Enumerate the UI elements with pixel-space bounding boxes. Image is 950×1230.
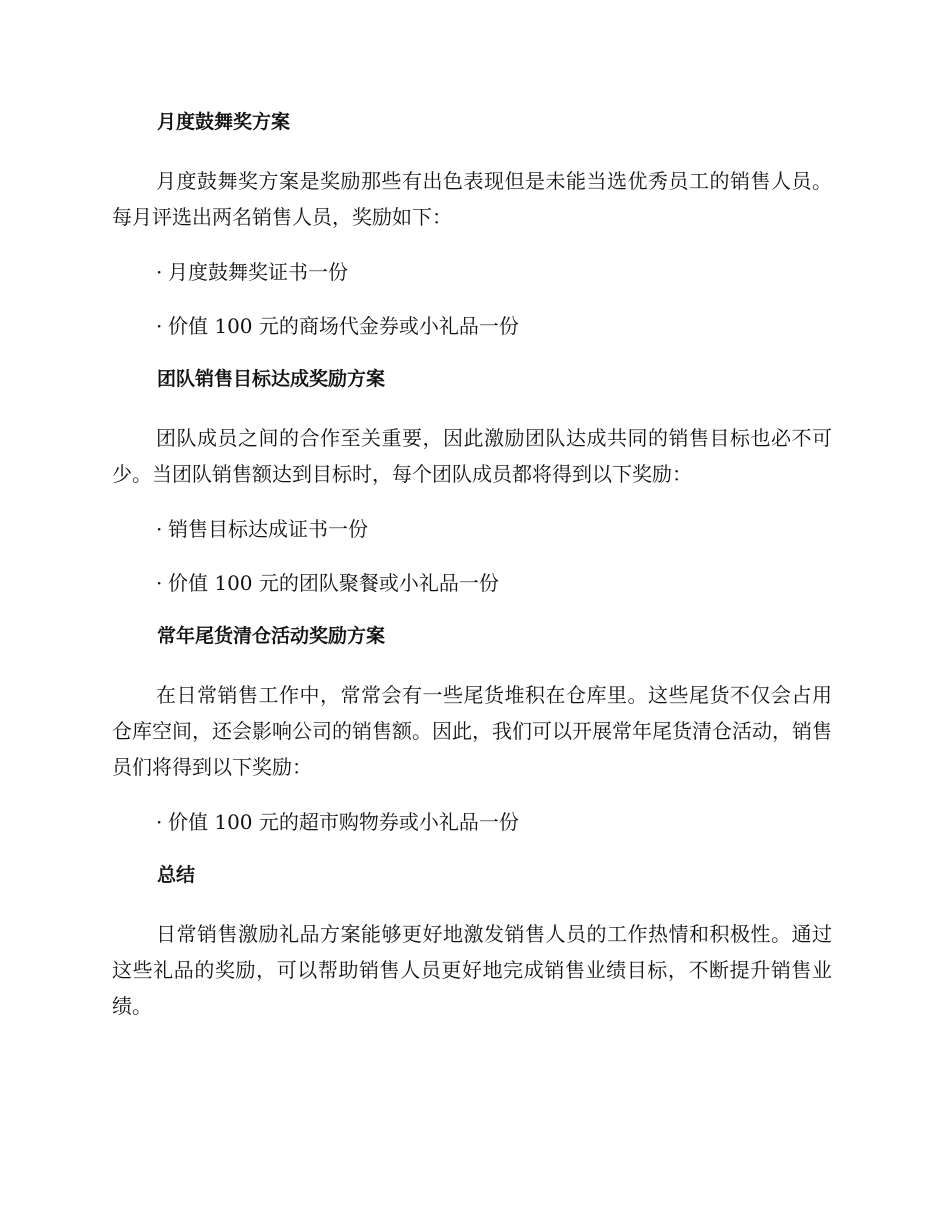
bullet-marker: · — [156, 571, 163, 595]
section-team-target — [112, 365, 832, 598]
section-clearance — [112, 622, 832, 837]
list-item: · 价值 100 元的团队聚餐或小礼品一份 — [112, 568, 832, 598]
section-summary — [112, 861, 832, 1024]
section-paragraph: 在日常销售工作中，常常会有一些尾货堆积在仓库里。这些尾货不仅会占用仓库空间，还会影响公司的销售额。因此，我们可以开展常年尾货清仓活动，销售员们将得到以下奖励： — [112, 683, 832, 779]
section-heading: 常年尾货清仓活动奖励方案 — [157, 625, 386, 647]
section-heading: 月度鼓舞奖方案 — [157, 111, 291, 133]
list-item: · 销售目标达成证书一份 — [112, 514, 832, 544]
section-paragraph: 日常销售激励礼品方案能够更好地激发销售人员的工作热情和积极性。通过这些礼品的奖励，可以帮助销售人员更好地完成销售业绩目标，不断提升销售业绩。 — [112, 922, 832, 1018]
section-monthly-encouragement — [112, 108, 832, 341]
list-item: · 价值 100 元的超市购物券或小礼品一份 — [112, 807, 832, 837]
bullet-marker: · — [156, 810, 163, 834]
bullet-marker: · — [156, 517, 163, 541]
document-page — [112, 108, 832, 1024]
section-heading: 总结 — [157, 864, 196, 886]
list-item: · 月度鼓舞奖证书一份 — [112, 257, 832, 287]
list-item: · 价值 100 元的商场代金券或小礼品一份 — [112, 311, 832, 341]
section-paragraph: 团队成员之间的合作至关重要，因此激励团队达成共同的销售目标也必不可少。当团队销售额达到目标时，每个团队成员都将得到以下奖励： — [112, 426, 832, 486]
bullet-marker: · — [156, 260, 163, 284]
section-paragraph: 月度鼓舞奖方案是奖励那些有出色表现但是未能当选优秀员工的销售人员。每月评选出两名销售人员，奖励如下： — [112, 169, 832, 229]
section-heading: 团队销售目标达成奖励方案 — [157, 368, 386, 390]
bullet-marker: · — [156, 314, 163, 338]
